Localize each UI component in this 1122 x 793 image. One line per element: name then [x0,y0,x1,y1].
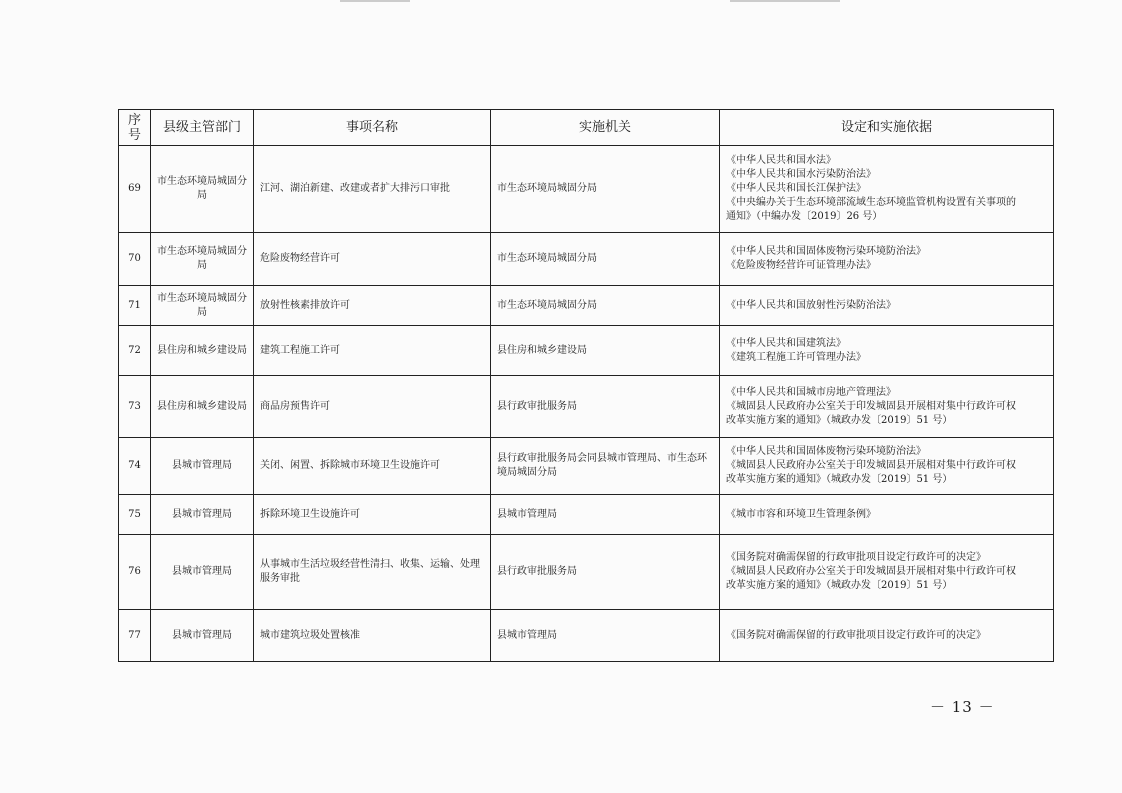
cell-dept: 市生态环境局城固分局 [151,233,254,286]
header-seq: 序号 [119,110,151,146]
cell-seq: 71 [119,286,151,326]
cell-item: 建筑工程施工许可 [254,326,491,376]
basis-line: 改革实施方案的通知》（城政办发〔2019〕51 号） [726,580,953,591]
approval-items-table [118,109,1054,662]
cell-seq: 76 [119,535,151,610]
cell-dept: 县城市管理局 [151,438,254,495]
table-row [119,146,1054,233]
header-basis: 设定和实施依据 [720,110,1054,146]
header-agency: 实施机关 [491,110,720,146]
basis-line: 《城市市容和环境卫生管理条例》 [726,508,876,520]
basis-line: 改革实施方案的通知》（城政办发〔2019〕51 号） [726,474,953,485]
basis-line: 《城固县人民政府办公室关于印发城固县开展相对集中行政许可权 [726,400,1016,412]
basis-line: 《危险废物经营许可证管理办法》 [726,260,876,271]
page-number: － 13 － [930,698,995,716]
cell-dept: 县住房和城乡建设局 [151,326,254,376]
cell-seq: 70 [119,233,151,286]
cell-seq: 69 [119,146,151,233]
header-dept: 县级主管部门 [151,110,254,146]
cell-item: 危险废物经营许可 [254,233,491,286]
cell-basis [720,438,1054,495]
cell-basis [720,376,1054,438]
cell-seq: 73 [119,376,151,438]
cell-item: 江河、湖泊新建、改建或者扩大排污口审批 [254,146,491,233]
cell-agency: 市生态环境局城固分局 [491,233,720,286]
cell-basis [720,233,1054,286]
cell-basis [720,610,1054,662]
basis-line: 《城固县人民政府办公室关于印发城固县开展相对集中行政许可权 [726,460,1016,471]
table-row [119,376,1054,438]
cell-basis [720,495,1054,535]
cell-seq: 75 [119,495,151,535]
table-row [119,495,1054,535]
table-row [119,610,1054,662]
cell-seq: 77 [119,610,151,662]
cell-dept: 市生态环境局城固分局 [151,146,254,233]
cell-agency: 县城市管理局 [491,495,720,535]
basis-line: 《中华人民共和国水污染防治法》 [726,169,876,180]
table-row [119,326,1054,376]
cell-agency: 县行政审批服务局 [491,376,720,438]
table-row [119,535,1054,610]
cell-seq: 74 [119,438,151,495]
table-body [119,146,1054,662]
header-item: 事项名称 [254,110,491,146]
table-row [119,286,1054,326]
cell-dept: 县城市管理局 [151,535,254,610]
cell-item: 从事城市生活垃圾经营性清扫、收集、运输、处理服务审批 [254,535,491,610]
cell-item: 拆除环境卫生设施许可 [254,495,491,535]
table-header-row [119,110,1054,146]
basis-line: 《建筑工程施工许可管理办法》 [726,351,866,363]
cell-item: 商品房预售许可 [254,376,491,438]
cell-basis [720,286,1054,326]
cell-agency: 县城市管理局 [491,610,720,662]
basis-line: 《中华人民共和国放射性污染防治法》 [726,299,896,311]
basis-line: 《中华人民共和国固体废物污染环境防治法》 [726,246,926,257]
cell-agency: 市生态环境局城固分局 [491,146,720,233]
basis-line: 《中央编办关于生态环境部流域生态环境监管机构设置有关事项的 [726,197,1016,208]
basis-line: 改革实施方案的通知》（城政办发〔2019〕51 号） [726,414,953,426]
basis-line: 通知》（中编办发〔2019〕26 号） [726,211,883,222]
basis-line: 《中华人民共和国城市房地产管理法》 [726,386,896,398]
scan-artifact [730,0,840,2]
basis-line: 《国务院对确需保留的行政审批项目设定行政许可的决定》 [726,552,986,563]
cell-agency: 县行政审批服务局 [491,535,720,610]
cell-dept: 县城市管理局 [151,610,254,662]
cell-agency: 市生态环境局城固分局 [491,286,720,326]
cell-agency: 县住房和城乡建设局 [491,326,720,376]
cell-dept: 县城市管理局 [151,495,254,535]
cell-dept: 市生态环境局城固分局 [151,286,254,326]
basis-line: 《国务院对确需保留的行政审批项目设定行政许可的决定》 [726,629,986,641]
cell-basis [720,326,1054,376]
basis-line: 《中华人民共和国长江保护法》 [726,183,866,194]
cell-dept: 县住房和城乡建设局 [151,376,254,438]
cell-basis [720,535,1054,610]
cell-item: 放射性核素排放许可 [254,286,491,326]
basis-line: 《中华人民共和国建筑法》 [726,337,846,349]
table-row [119,233,1054,286]
basis-line: 《中华人民共和国水法》 [726,155,836,166]
table-row [119,438,1054,495]
cell-basis [720,146,1054,233]
basis-line: 《中华人民共和国固体废物污染环境防治法》 [726,446,926,457]
cell-item: 城市建筑垃圾处置核准 [254,610,491,662]
basis-line: 《城固县人民政府办公室关于印发城固县开展相对集中行政许可权 [726,566,1016,577]
cell-seq: 72 [119,326,151,376]
cell-agency: 县行政审批服务局会同县城市管理局、市生态环境局城固分局 [491,438,720,495]
scan-artifact [340,0,410,2]
cell-item: 关闭、闲置、拆除城市环境卫生设施许可 [254,438,491,495]
